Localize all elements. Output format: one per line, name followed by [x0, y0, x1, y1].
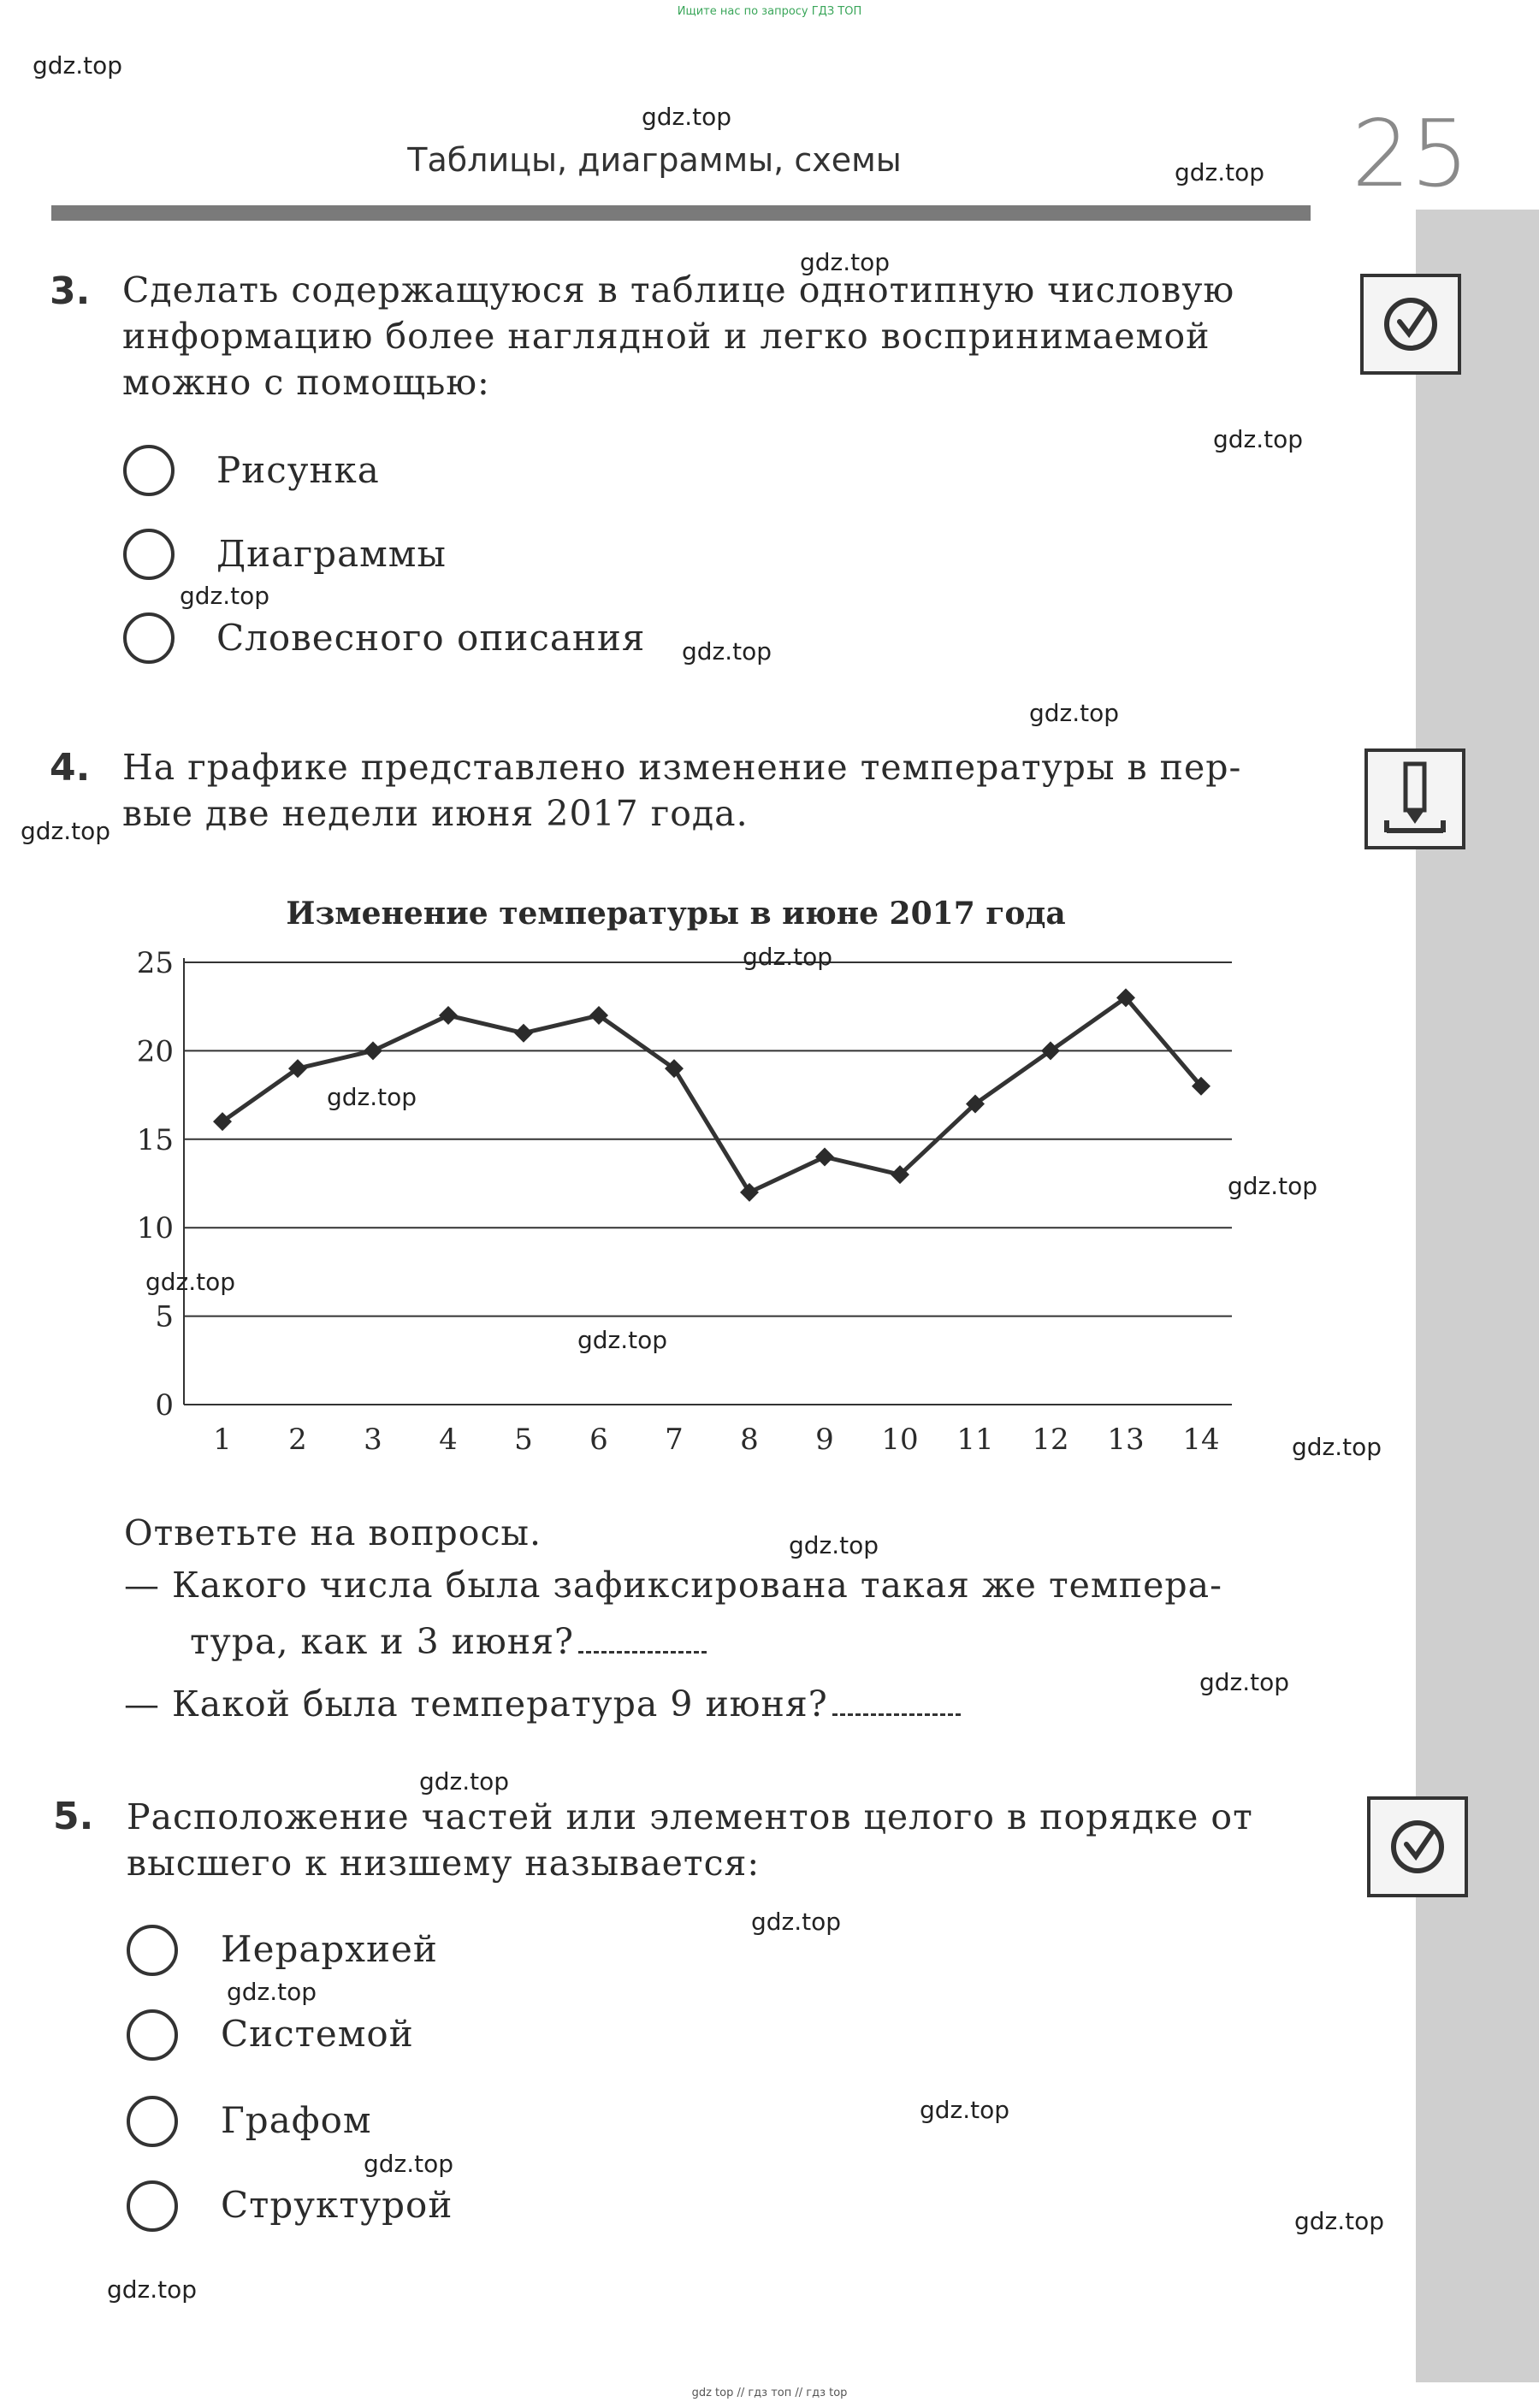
chart-x-tick-label: 8 [740, 1423, 759, 1457]
chart-data-point [815, 1147, 834, 1166]
chart-grid [184, 958, 1232, 1405]
q4-question-1-line-2-row [190, 1618, 707, 1665]
watermark: gdz.top [577, 1326, 668, 1354]
q5-option-3-radio[interactable] [127, 2096, 178, 2147]
chart-x-tick-label: 5 [514, 1423, 533, 1457]
q5-line-2: высшего к низшему называется: [127, 1843, 761, 1884]
q3-line-1: Сделать содержащуюся в таблице однотипную числовую [122, 269, 1235, 311]
watermark: gdz.top [1175, 158, 1265, 186]
q5-option-3-label: Графом [221, 2099, 372, 2141]
chart-x-tick-label: 7 [665, 1423, 684, 1457]
watermark: gdz.top [751, 1908, 842, 1936]
q4-question-2-row [124, 1681, 961, 1727]
watermark: gdz.top [180, 582, 270, 610]
watermark: gdz.top [743, 943, 833, 971]
site-top-note: Ищите нас по запросу ГДЗ ТОП [677, 5, 862, 18]
chart-x-tick-label: 12 [1032, 1423, 1069, 1457]
q4-answer-intro: Ответьте на вопросы. [124, 1512, 542, 1553]
header-rule [51, 205, 1311, 221]
write-task-icon [1364, 748, 1465, 849]
chart-x-tick-label: 14 [1182, 1423, 1220, 1457]
watermark: gdz.top [364, 2150, 454, 2178]
watermark: gdz.top [107, 2275, 198, 2304]
chart-y-tick-label: 25 [136, 946, 174, 980]
page-side-bar [1416, 210, 1539, 2382]
chart-x-tick-label: 11 [956, 1423, 994, 1457]
chart-y-tick-label: 0 [155, 1388, 174, 1423]
q5-line-1: Расположение частей или элементов целого в порядке от [127, 1796, 1253, 1837]
chart-x-ticks [213, 1423, 1219, 1457]
q3-line-2: информацию более наглядной и легко воспринимаемой [122, 316, 1210, 357]
watermark: gdz.top [33, 51, 123, 80]
watermark: gdz.top [800, 248, 891, 276]
temperature-line-chart [111, 894, 1275, 1493]
watermark: gdz.top [789, 1531, 879, 1559]
q4-question-2: — Какой была температура 9 июня? [124, 1683, 828, 1725]
q5-option-2-radio[interactable] [127, 2009, 178, 2061]
watermark: gdz.top [227, 1978, 317, 2006]
check-task-icon-2 [1367, 1796, 1468, 1897]
q3-option-1-label: Рисунка [216, 449, 380, 491]
chart-data-point [364, 1041, 382, 1060]
chart-y-tick-label: 10 [136, 1211, 174, 1246]
watermark: gdz.top [1029, 699, 1120, 727]
q3-option-2-radio[interactable] [123, 529, 175, 580]
chart-y-tick-label: 15 [136, 1122, 174, 1157]
page-title: Таблицы, диаграммы, схемы [407, 141, 902, 179]
check-task-icon [1360, 274, 1461, 375]
chart-data-point [514, 1024, 533, 1043]
q4-answer-1-blank[interactable] [578, 1625, 707, 1654]
q5-option-4-label: Структурой [221, 2184, 453, 2226]
watermark: gdz.top [920, 2096, 1010, 2124]
watermark: gdz.top [327, 1083, 417, 1111]
watermark: gdz.top [682, 637, 772, 666]
watermark: gdz.top [1213, 425, 1304, 453]
q4-question-1-line-2: тура, как и 3 июня? [190, 1621, 574, 1662]
watermark: gdz.top [145, 1268, 236, 1296]
site-bottom-note: gdz top // гдз топ // гдз top [691, 2387, 848, 2399]
watermark: gdz.top [1228, 1172, 1318, 1200]
q4-line-2: вые две недели июня 2017 года. [122, 793, 749, 834]
q3-option-3-label: Словесного описания [216, 617, 646, 659]
watermark: gdz.top [1292, 1433, 1382, 1461]
chart-y-ticks [137, 946, 174, 1423]
q3-option-3-radio[interactable] [123, 612, 175, 664]
q3-line-3: можно с помощью: [122, 362, 490, 403]
watermark: gdz.top [21, 817, 111, 845]
q4-answer-2-blank[interactable] [832, 1688, 961, 1716]
q5-option-2-label: Системой [221, 2013, 414, 2055]
q3-option-2-label: Диаграммы [216, 533, 447, 575]
chart-x-tick-label: 1 [213, 1423, 232, 1457]
chart-x-tick-label: 3 [364, 1423, 382, 1457]
chart-x-tick-label: 2 [288, 1423, 307, 1457]
chart-y-tick-label: 5 [155, 1299, 174, 1334]
q5-option-1-label: Иерархией [221, 1928, 438, 1970]
chart-y-tick-label: 20 [136, 1034, 174, 1069]
chart-x-tick-label: 13 [1107, 1423, 1145, 1457]
chart-x-tick-label: 9 [815, 1423, 834, 1457]
q3-number: 3. [50, 269, 91, 313]
chart-data-point [740, 1183, 759, 1202]
q4-line-1: На графике представлено изменение температуры в пер- [122, 747, 1242, 788]
watermark: gdz.top [419, 1767, 510, 1796]
chart-x-tick-label: 6 [589, 1423, 608, 1457]
watermark: gdz.top [1199, 1668, 1290, 1696]
chart-title: Изменение температуры в июне 2017 года [286, 896, 1066, 932]
q5-option-4-radio[interactable] [127, 2180, 178, 2232]
q5-option-1-radio[interactable] [127, 1925, 178, 1976]
q4-number: 4. [50, 746, 91, 790]
watermark: gdz.top [1294, 2207, 1385, 2235]
q3-option-1-radio[interactable] [123, 445, 175, 496]
chart-data-point [439, 1006, 458, 1025]
page-number: 25 [1352, 101, 1470, 208]
q4-question-1-line-1: — Какого числа была зафиксирована такая же темпера- [124, 1565, 1222, 1606]
chart-x-tick-label: 4 [439, 1423, 458, 1457]
chart-x-tick-label: 10 [881, 1423, 919, 1457]
q5-number: 5. [53, 1795, 94, 1838]
watermark: gdz.top [642, 103, 732, 131]
